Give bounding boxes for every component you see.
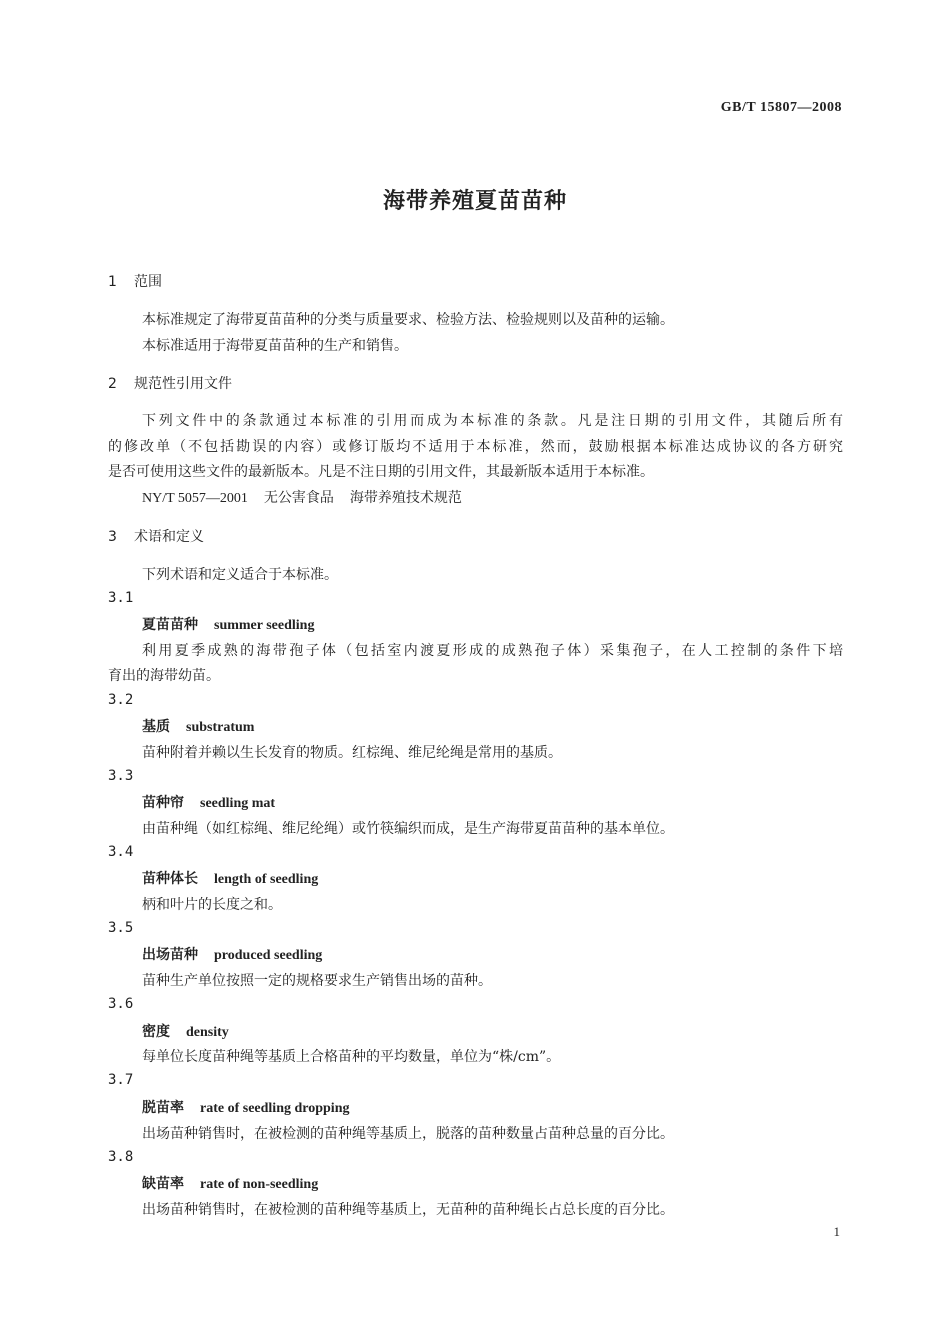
normative-reference (142, 487, 462, 507)
section-title: 规范性引用文件 (134, 376, 232, 392)
term-english: seedling mat (200, 796, 276, 811)
term-chinese: 缺苗率 (142, 1176, 184, 1192)
subclause-number: 3.3 (108, 768, 134, 784)
term-definition-line: 柄和叶片的长度之和。 (142, 897, 282, 913)
term-definition-line: 利用夏季成熟的海带孢子体（包括室内渡夏形成的成熟孢子体）采集孢子，在人工控制的条件下培 (142, 643, 843, 659)
section-heading-terms-definitions (108, 526, 204, 546)
term-english: rate of seedling dropping (200, 1101, 350, 1116)
term-chinese: 夏苗苗种 (142, 617, 198, 633)
term-english: density (186, 1025, 229, 1040)
term-definition-line: 每单位长度苗种绳等基质上合格苗种的平均数量，单位为“株/cm”。 (142, 1049, 561, 1065)
page-number: 1 (833, 1224, 840, 1239)
paragraph: 本标准规定了海带夏苗苗种的分类与质量要求、检验方法、检验规则以及苗种的运输。 (142, 312, 674, 328)
term-entry (142, 1173, 318, 1193)
subclause-number: 3.2 (108, 692, 134, 708)
term-chinese: 脱苗率 (142, 1100, 184, 1116)
section-heading-normative-references (108, 373, 232, 393)
term-entry (142, 716, 254, 736)
term-entry (142, 1097, 349, 1117)
subclause-number: 3.8 (108, 1149, 134, 1165)
term-entry (142, 868, 318, 888)
term-definition-line: 苗种生产单位按照一定的规格要求生产销售出场的苗种。 (142, 973, 492, 989)
section-number: 3 (108, 529, 117, 545)
paragraph: 下列术语和定义适合于本标准。 (142, 567, 338, 583)
term-definition-line: 出场苗种销售时，在被检测的苗种绳等基质上，无苗种的苗种绳长占总长度的百分比。 (142, 1202, 674, 1218)
term-definition-line: 出场苗种销售时，在被检测的苗种绳等基质上，脱落的苗种数量占苗种总量的百分比。 (142, 1126, 674, 1142)
subclause-number: 3.5 (108, 920, 134, 936)
term-english: substratum (186, 720, 255, 735)
subclause-number: 3.6 (108, 996, 134, 1012)
term-entry (142, 614, 314, 634)
paragraph-line: 下列文件中的条款通过本标准的引用而成为本标准的条款。凡是注日期的引用文件，其随后所有 (142, 413, 843, 429)
paragraph: 本标准适用于海带夏苗苗种的生产和销售。 (142, 338, 408, 354)
term-chinese: 基质 (142, 719, 170, 735)
term-definition-line: 育出的海带幼苗。 (108, 668, 220, 684)
term-chinese: 苗种体长 (142, 871, 198, 887)
term-definition-line: 由苗种绳（如红棕绳、维尼纶绳）或竹筷编织而成，是生产海带夏苗苗种的基本单位。 (142, 821, 674, 837)
section-title: 范围 (134, 274, 162, 290)
paragraph-line: 的修改单（不包括勘误的内容）或修订版均不适用于本标准，然而，鼓励根据本标准达成协议的各方研究 (108, 439, 843, 455)
section-heading-scope (108, 271, 162, 291)
section-number: 1 (108, 274, 117, 290)
term-entry (142, 1021, 229, 1041)
section-title: 术语和定义 (134, 529, 204, 545)
reference-title-part: 无公害食品 (263, 490, 334, 506)
term-english: summer seedling (214, 618, 315, 633)
term-chinese: 密度 (142, 1024, 170, 1040)
standard-number: GB/T 15807—2008 (720, 100, 842, 115)
section-number: 2 (108, 376, 117, 392)
term-english: rate of non-seedling (200, 1177, 319, 1192)
term-chinese: 苗种帘 (142, 795, 184, 811)
reference-title-part: 海带养殖技术规范 (349, 490, 462, 506)
term-english: length of seedling (214, 872, 319, 887)
subclause-number: 3.1 (108, 590, 134, 606)
subclause-number: 3.4 (108, 844, 134, 860)
term-english: produced seedling (214, 948, 323, 963)
subclause-number: 3.7 (108, 1072, 134, 1088)
term-entry (142, 944, 322, 964)
reference-code: NY/T 5057—2001 (142, 491, 248, 506)
document-title: 海带养殖夏苗苗种 (382, 189, 567, 214)
term-definition-line: 苗种附着并赖以生长发育的物质。红棕绳、维尼纶绳是常用的基质。 (142, 745, 562, 761)
paragraph-line: 是否可使用这些文件的最新版本。凡是不注日期的引用文件，其最新版本适用于本标准。 (108, 464, 654, 480)
term-chinese: 出场苗种 (142, 947, 198, 963)
term-entry (142, 792, 275, 812)
